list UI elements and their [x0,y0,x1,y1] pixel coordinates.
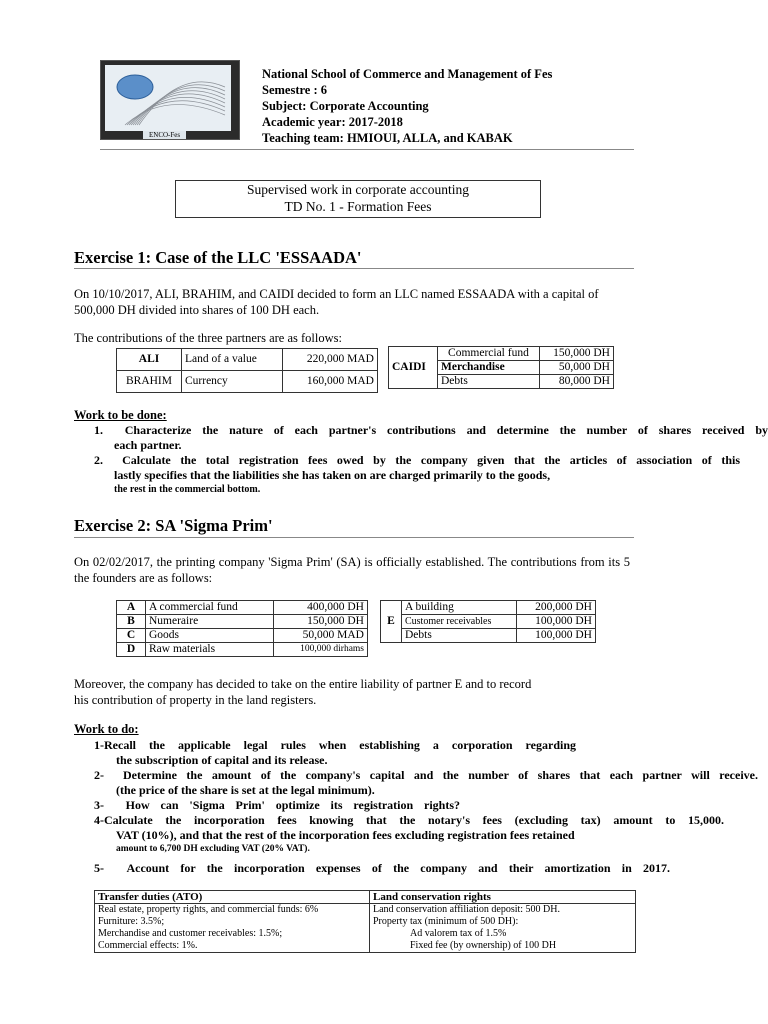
table-row [117,371,378,393]
task-2-line-1: 2. Calculate the total registration fees owed by the company given that the articles of association of this [94,453,740,467]
transfer-duties-item: Furniture: 3.5%; [95,916,370,928]
title-line-2: TD No. 1 - Formation Fees [284,199,432,214]
contribution-cell: Customer receivables [402,615,517,629]
exercise-1-right-table [388,346,614,389]
partner-cell: D [117,643,146,657]
land-conservation-item: Fixed fee (by ownership) of 100 DH [370,940,636,953]
task-1-line-1: 1. Characterize the nature of each partner's contributions and determine the number of shares received by [94,423,768,437]
value-cell: 80,000 DH [539,375,613,389]
exercise-2-divider [74,537,634,538]
moreover-line-2: his contribution of property in the land registers. [74,693,317,707]
contribution-cell: Commercial fund [438,347,540,361]
task-2-line-2: lastly specifies that the liabilities she has taken on are charged primarily to the goods, [114,468,551,482]
academic-year: Academic year: 2017-2018 [262,115,403,129]
value-cell: 160,000 MAD [283,371,378,393]
semester: Semestre : 6 [262,83,328,97]
exercise-1-divider [74,268,634,269]
subject: Subject: Corporate Accounting [262,99,429,113]
partner-cell: ALI [117,349,182,371]
exercise-1-task-list [94,423,768,496]
exercise-2-intro [74,554,630,586]
school-name: National School of Commerce and Management of Fes [262,67,553,81]
task-4-line-1: 4-Calculate the incorporation fees knowing that the notary's fees (excluding tax) amount to 15,000. [94,813,724,827]
table-row [117,349,378,371]
document-header [262,66,552,146]
partner-cell: A [117,601,146,615]
task-5-line: 5- Account for the incorporation expenses of the company and their amortization in 2017. [94,861,670,875]
teaching-team: Teaching team: HMIOUI, ALLA, and KABAK [262,131,513,145]
contribution-cell: A building [402,601,517,615]
value-cell: 220,000 MAD [283,349,378,371]
exercise-2-intro-line-2: the founders are as follows: [74,571,213,585]
contribution-cell: Goods [146,629,274,643]
fees-table [94,890,636,953]
contribution-cell: Raw materials [146,643,274,657]
task-2-line-2: (the price of the share is set at the legal minimum). [116,783,375,797]
transfer-duties-item: Commercial effects: 1%. [95,940,370,953]
exercise-2-right-table [380,600,596,643]
logo-swoosh-icon [105,65,231,131]
table-row [117,615,368,629]
exercise-1-intro-line-1: On 10/10/2017, ALI, BRAHIM, and CAIDI decided to form an LLC named ESSAADA with a capital of [74,287,599,301]
contribution-cell: Land of a value [182,349,283,371]
value-cell: 100,000 DH [517,629,596,643]
partner-cell: E [381,601,402,643]
logo-graphic [105,65,231,139]
title-box [175,180,541,218]
contribution-cell: Debts [438,375,540,389]
exercise-2-intro-line-1: On 02/02/2017, the printing company 'Sigma Prim' (SA) is officially established. The contributions from its 5 [74,555,630,569]
transfer-duties-header: Transfer duties (ATO) [95,891,370,904]
exercise-1-intro [74,286,599,318]
contribution-cell: A commercial fund [146,601,274,615]
task-4-line-3: amount to 6,700 DH excluding VAT (20% VAT). [116,844,310,854]
exercise-2-heading: Exercise 2: SA 'Sigma Prim' [74,516,273,535]
table-row [95,928,636,940]
header-divider [100,149,634,150]
contribution-cell: Numeraire [146,615,274,629]
value-cell: 100,000 dirhams [273,643,367,657]
contribution-cell: Currency [182,371,283,393]
value-cell: 150,000 DH [273,615,367,629]
table-row [381,615,596,629]
table-row [381,601,596,615]
title-line-1: Supervised work in corporate accounting [247,182,469,197]
exercise-1-heading: Exercise 1: Case of the LLC 'ESSAADA' [74,248,362,267]
table-row [117,643,368,657]
exercise-1-work-title [74,408,167,423]
task-1-line-2: each partner. [114,438,182,452]
exercise-2-work-title [74,722,139,737]
work-title-text: Work to be done: [74,408,167,422]
exercise-1-contrib-intro: The contributions of the three partners are as follows: [74,331,342,345]
table-row [381,629,596,643]
school-logo [100,60,240,140]
value-cell: 100,000 DH [517,615,596,629]
land-conservation-item: Property tax (minimum of 500 DH): [370,916,636,928]
exercise-2-task-list [94,738,758,876]
table-row [117,601,368,615]
exercise-2-moreover [74,676,531,708]
transfer-duties-item: Merchandise and customer receivables: 1.5%; [95,928,370,940]
land-conservation-header: Land conservation rights [370,891,636,904]
value-cell: 50,000 DH [539,361,613,375]
partner-cell: B [117,615,146,629]
table-row [95,904,636,917]
transfer-duties-item: Real estate, property rights, and commercial funds: 6% [95,904,370,917]
partner-cell: CAIDI [389,347,438,389]
value-cell: 150,000 DH [539,347,613,361]
table-header-row [95,891,636,904]
contribution-cell: Debts [402,629,517,643]
task-2-line-1: 2- Determine the amount of the company's capital and the number of shares that each partner will receive. [94,768,758,782]
task-1-line-1: 1-Recall the applicable legal rules when establishing a corporation regarding [94,738,576,752]
contribution-cell: Merchandise [438,361,540,375]
partner-cell: C [117,629,146,643]
work-title-text: Work to do: [74,722,139,736]
partner-cell: BRAHIM [117,371,182,393]
exercise-1-left-table [116,348,378,393]
land-conservation-item: Land conservation affiliation deposit: 500 DH. [370,904,636,917]
exercise-2-left-table [116,600,368,657]
table-row [95,916,636,928]
logo-caption: ENCO-Fes [143,131,186,139]
value-cell: 200,000 DH [517,601,596,615]
table-row [389,347,614,361]
value-cell: 400,000 DH [273,601,367,615]
task-4-line-2: VAT (10%), and that the rest of the incorporation fees excluding registration fees retained [116,828,575,842]
task-2-line-3: the rest in the commercial bottom. [114,484,261,495]
table-row [95,940,636,953]
land-conservation-item: Ad valorem tax of 1.5% [370,928,636,940]
task-3-line: 3- How can 'Sigma Prim' optimize its registration rights? [94,798,460,812]
exercise-1-intro-line-2: 500,000 DH divided into shares of 100 DH each. [74,303,320,317]
table-row [117,629,368,643]
task-1-line-2: the subscription of capital and its release. [116,753,328,767]
value-cell: 50,000 MAD [273,629,367,643]
moreover-line-1: Moreover, the company has decided to take on the entire liability of partner E and to record [74,677,532,691]
